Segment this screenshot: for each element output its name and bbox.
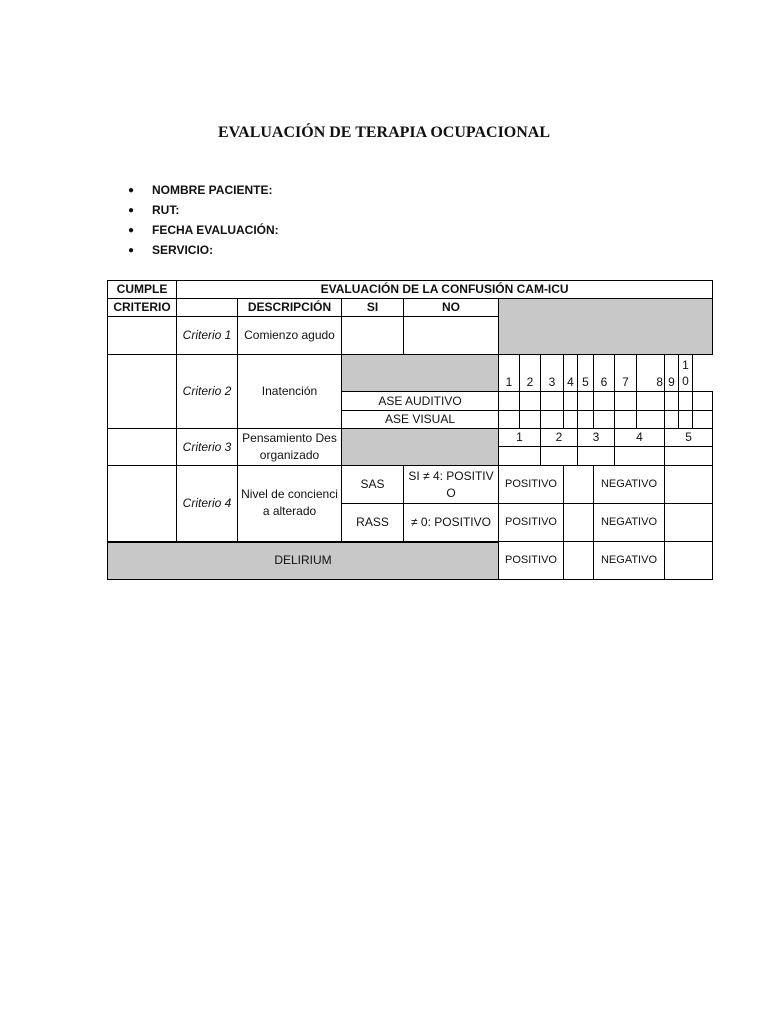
cumple-cell[interactable] bbox=[108, 429, 177, 466]
number-cell: 3 bbox=[541, 355, 564, 392]
shaded-cell bbox=[342, 355, 499, 392]
score-cell[interactable] bbox=[541, 447, 578, 466]
ase-visual-label: ASE VISUAL bbox=[342, 411, 499, 429]
shaded-cell bbox=[499, 299, 713, 355]
score-cell[interactable] bbox=[693, 411, 713, 429]
score-cell[interactable] bbox=[499, 447, 541, 466]
number-cell: 8 bbox=[637, 355, 665, 392]
score-cell[interactable] bbox=[564, 392, 578, 411]
score-cell[interactable] bbox=[520, 411, 541, 429]
field-rut bbox=[128, 200, 279, 220]
descripcion-header: DESCRIPCIÓN bbox=[238, 299, 342, 317]
document-title: EVALUACIÓN DE TERAPIA OCUPACIONAL bbox=[217, 124, 551, 141]
negativo-label: NEGATIVO bbox=[594, 542, 665, 580]
score-cell[interactable] bbox=[541, 411, 564, 429]
score-cell[interactable] bbox=[679, 411, 693, 429]
criterio-1-no-cell[interactable] bbox=[404, 317, 499, 355]
score-cell[interactable] bbox=[499, 392, 520, 411]
main-header: EVALUACIÓN DE LA CONFUSIÓN CAM-ICU bbox=[177, 281, 713, 299]
delirium-label: DELIRIUM bbox=[108, 542, 499, 580]
criterio-4-desc: Nivel de conciencia alterado bbox=[238, 466, 342, 542]
score-cell[interactable] bbox=[615, 411, 637, 429]
score-cell[interactable] bbox=[541, 392, 564, 411]
shaded-cell bbox=[342, 429, 499, 466]
positivo-check-cell[interactable] bbox=[564, 504, 594, 542]
positivo-check-cell[interactable] bbox=[564, 466, 594, 504]
number-cell: 1 bbox=[499, 429, 541, 447]
negativo-check-cell[interactable] bbox=[665, 504, 713, 542]
number-cell: 4 bbox=[564, 355, 578, 392]
field-label: FECHA EVALUACIÓN: bbox=[152, 223, 279, 237]
table-header-row bbox=[108, 281, 713, 299]
cumple-cell[interactable] bbox=[108, 317, 177, 355]
rass-rule: ≠ 0: POSITIVO bbox=[404, 504, 499, 542]
number-cell: 2 bbox=[541, 429, 578, 447]
no-header: NO bbox=[404, 299, 499, 317]
score-cell[interactable] bbox=[564, 411, 578, 429]
cumple-cell[interactable] bbox=[108, 466, 177, 542]
number-cell: 7 bbox=[615, 355, 637, 392]
ase-auditivo-label: ASE AUDITIVO bbox=[342, 392, 499, 411]
score-cell[interactable] bbox=[578, 392, 594, 411]
negativo-label: NEGATIVO bbox=[594, 466, 665, 504]
score-cell[interactable] bbox=[665, 411, 679, 429]
bullet-icon: ● bbox=[128, 204, 135, 216]
cumple-header: CUMPLE bbox=[108, 281, 177, 299]
score-cell[interactable] bbox=[615, 447, 665, 466]
sas-label: SAS bbox=[342, 466, 404, 504]
field-label: SERVICIO: bbox=[152, 243, 214, 257]
criterio-2-label: Criterio 2 bbox=[177, 355, 238, 429]
positivo-label: POSITIVO bbox=[499, 466, 564, 504]
score-cell[interactable] bbox=[679, 392, 693, 411]
bullet-icon: ● bbox=[128, 244, 135, 256]
criterio-1-desc: Comienzo agudo bbox=[238, 317, 342, 355]
score-cell[interactable] bbox=[594, 411, 615, 429]
delirium-row bbox=[108, 542, 713, 580]
number-cell: 10 bbox=[679, 355, 693, 392]
negativo-check-cell[interactable] bbox=[665, 466, 713, 504]
criterio-4-label: Criterio 4 bbox=[177, 466, 238, 542]
criterio-2-row bbox=[108, 355, 713, 392]
number-cell: 4 bbox=[615, 429, 665, 447]
criterio-2-desc: Inatención bbox=[238, 355, 342, 429]
criterio-3-desc: Pensamiento Desorganizado bbox=[238, 429, 342, 466]
criterio-3-label: Criterio 3 bbox=[177, 429, 238, 466]
si-header: SI bbox=[342, 299, 404, 317]
rass-label: RASS bbox=[342, 504, 404, 542]
negativo-check-cell[interactable] bbox=[665, 542, 713, 580]
bullet-icon: ● bbox=[128, 184, 135, 196]
score-cell[interactable] bbox=[665, 447, 713, 466]
number-cell: 5 bbox=[578, 355, 594, 392]
score-cell[interactable] bbox=[578, 411, 594, 429]
table-subheader-row bbox=[108, 299, 713, 317]
number-cell: 1 bbox=[499, 355, 520, 392]
score-cell[interactable] bbox=[520, 392, 541, 411]
positivo-label: POSITIVO bbox=[499, 542, 564, 580]
positivo-label: POSITIVO bbox=[499, 504, 564, 542]
number-cell: 5 bbox=[665, 429, 713, 447]
score-cell[interactable] bbox=[578, 447, 615, 466]
criterio-1-si-cell[interactable] bbox=[342, 317, 404, 355]
criterio-4-sas-row bbox=[108, 466, 713, 504]
number-cell: 3 bbox=[578, 429, 615, 447]
criterio-1-label: Criterio 1 bbox=[177, 317, 238, 355]
criterio-3-row bbox=[108, 429, 713, 447]
number-cell: 9 bbox=[665, 355, 679, 392]
score-cell[interactable] bbox=[693, 392, 713, 411]
number-cell: 2 bbox=[520, 355, 541, 392]
criterio-header: CRITERIO bbox=[108, 299, 177, 317]
patient-fields bbox=[128, 180, 279, 260]
number-cell: 6 bbox=[594, 355, 615, 392]
field-nombre-paciente bbox=[128, 180, 279, 200]
field-fecha-evaluacion bbox=[128, 220, 279, 240]
bullet-icon: ● bbox=[128, 224, 135, 236]
negativo-label: NEGATIVO bbox=[594, 504, 665, 542]
score-cell[interactable] bbox=[615, 392, 637, 411]
field-servicio bbox=[128, 240, 279, 260]
score-cell[interactable] bbox=[665, 392, 679, 411]
cam-icu-table bbox=[107, 280, 713, 580]
cumple-cell[interactable] bbox=[108, 355, 177, 429]
score-cell[interactable] bbox=[637, 411, 665, 429]
positivo-check-cell[interactable] bbox=[564, 542, 594, 580]
score-cell[interactable] bbox=[594, 392, 615, 411]
score-cell[interactable] bbox=[499, 411, 520, 429]
sas-rule: SI ≠ 4: POSITIVO bbox=[404, 466, 499, 504]
empty-cell[interactable] bbox=[177, 299, 238, 317]
field-label: NOMBRE PACIENTE: bbox=[152, 183, 273, 197]
score-cell[interactable] bbox=[637, 392, 665, 411]
field-label: RUT: bbox=[152, 203, 180, 217]
